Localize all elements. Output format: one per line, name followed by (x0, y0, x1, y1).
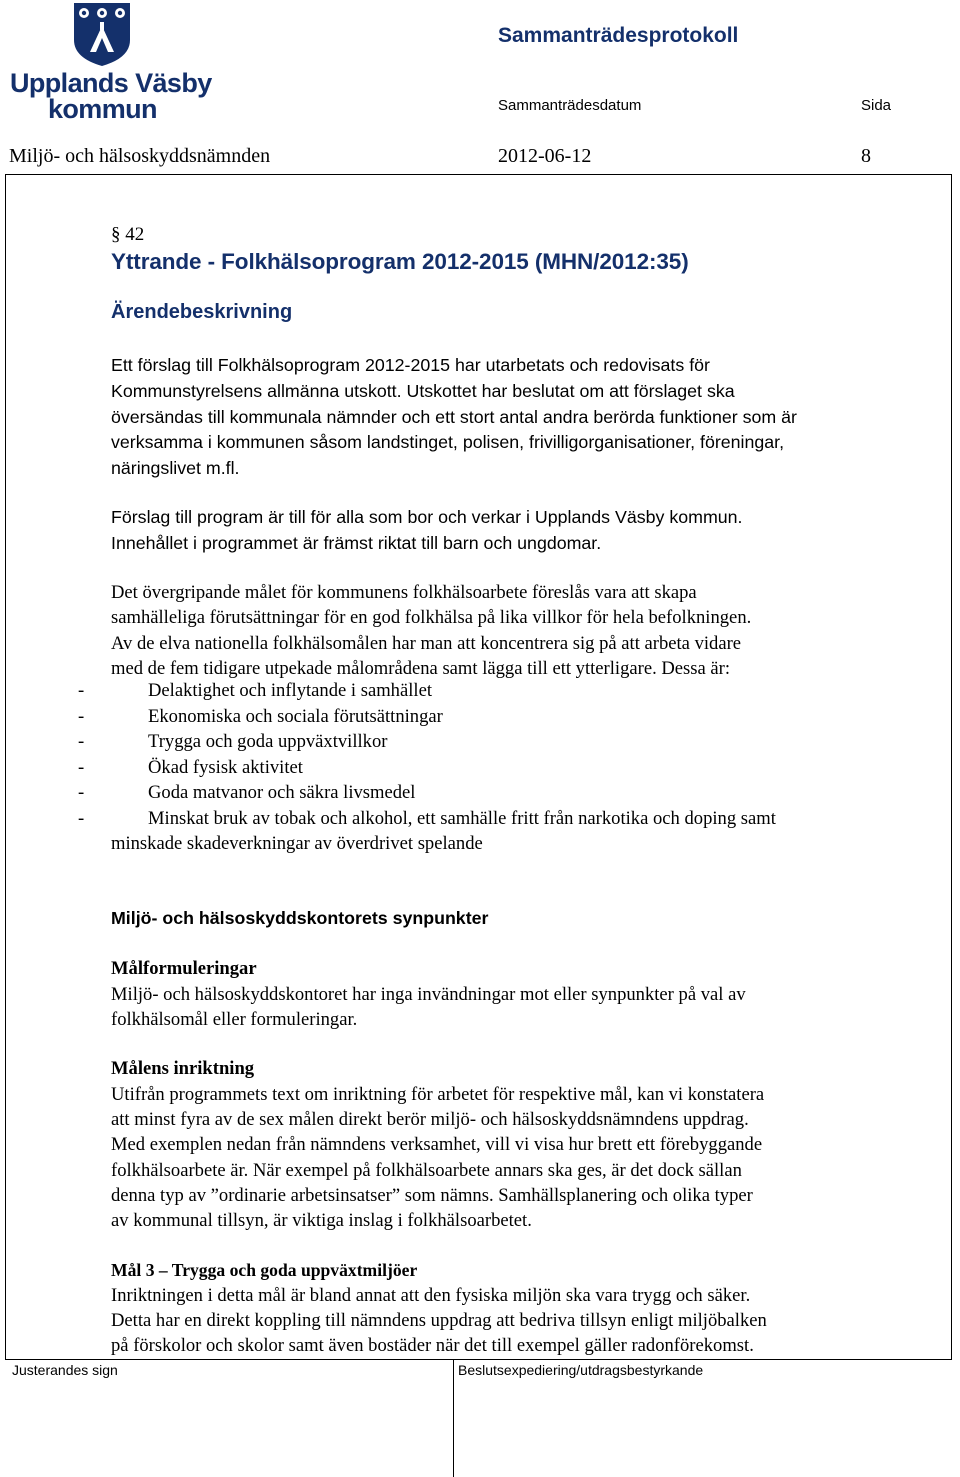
direction-paragraph (111, 1082, 911, 1233)
paragraph-line: med de fem tidigare utpekade målområdena samt lägga till ett ytterligare. Dessa är: (111, 658, 731, 680)
paragraph-line: Ett förslag till Folkhälsoprogram 2012-2015 har utarbetats och redovisats för (111, 355, 710, 375)
meeting-date-label: Sammanträdesdatum (498, 97, 642, 114)
paragraph-line: Förslag till program är till för alla som bor och verkar i Upplands Väsby kommun. (111, 507, 743, 527)
paragraph-line: näringslivet m.fl. (111, 458, 240, 479)
list-dash: - (78, 756, 85, 778)
paragraph-line: på förskolor och skolor samt även bostäder när det till exempel gäller radonförekomst. (111, 1335, 754, 1357)
list-item-continuation (0, 833, 960, 858)
paragraph-line: översändas till kommunala nämnder och ett stort antal andra berörda funktioner som är (111, 406, 797, 427)
list-dash: - (78, 680, 85, 701)
extract-certification-label: Beslutsexpediering/utdragsbestyrkande (458, 1362, 704, 1378)
goal3-paragraph (111, 1283, 911, 1359)
municipal-coat-of-arms-icon (8, 0, 212, 125)
paragraph-line: Innehållet i programmet är främst riktat till barn och ungdomar. (111, 532, 602, 553)
description-paragraph-2 (111, 505, 911, 557)
section-number: § 42 (111, 224, 145, 245)
footer-divider (5, 1359, 952, 1360)
paragraph-line: samhälleliga förutsättningar för en god folkhälsa på lika villkor för hela befolkningen. (111, 607, 752, 629)
list-item-text: Delaktighet och inflytande i samhället (148, 680, 432, 701)
paragraph-line: Det övergripande målet för kommunens folkhälsoarbete föreslås vara att skapa (111, 582, 697, 603)
paragraph-line: Miljö- och hälsoskyddskontoret har inga invändningar mot eller synpunkter på val av (111, 984, 746, 1005)
list-item (0, 757, 960, 782)
document-type: Sammanträdesprotokoll (498, 24, 739, 47)
description-paragraph-1 (111, 353, 911, 482)
list-item (0, 731, 960, 756)
list-item-text: Ökad fysisk aktivitet (148, 756, 303, 778)
paragraph-line: Med exemplen nedan från nämndens verksamhet, vill vi visa hur brett ett förebyggande (111, 1134, 763, 1156)
footer-column-divider (453, 1359, 454, 1477)
paragraph-line: Kommunstyrelsens allmänna utskott. Utskottet har beslutat om att förslaget ska (111, 380, 735, 401)
description-paragraph-3 (111, 580, 911, 682)
logo-name-line1: Upplands Väsby (10, 68, 212, 98)
list-item (0, 706, 960, 731)
paragraph-line: folkhälsomål eller formuleringar. (111, 1009, 358, 1031)
paragraph-line: Av de elva nationella folkhälsomålen har man att koncentrera sig på att arbeta vidare (111, 632, 742, 654)
list-dash: - (78, 731, 85, 752)
page-label: Sida (861, 97, 892, 114)
list-item-text: Minskat bruk av tobak och alkohol, ett samhälle fritt från narkotika och doping samt (148, 807, 776, 829)
list-dash: - (78, 705, 85, 727)
paragraph-line: av kommunal tillsyn, är viktiga inslag i folkhälsoarbetet. (111, 1210, 532, 1232)
paragraph-line: Utifrån programmets text om inriktning för arbetet för respektive mål, kan vi konstatera (111, 1084, 765, 1105)
municipality-logo (8, 0, 212, 125)
paragraph-line: Inriktningen i detta mål är bland annat att den fysiska miljön ska vara trygg och säker. (111, 1285, 751, 1306)
goals-paragraph (111, 982, 911, 1033)
signature-label: Justerandes sign (12, 1362, 118, 1378)
page-number: 8 (861, 145, 871, 167)
list-dash: - (78, 782, 85, 803)
list-item-text: Trygga och goda uppväxtvillkor (148, 731, 388, 752)
list-item (0, 680, 960, 705)
list-item (0, 782, 960, 807)
direction-heading: Målens inriktning (111, 1058, 255, 1079)
goals-heading: Målformuleringar (111, 958, 257, 979)
meeting-date: 2012-06-12 (498, 145, 592, 167)
goal3-heading: Mål 3 – Trygga och goda uppväxtmiljöer (111, 1260, 418, 1280)
list-dash: - (78, 807, 85, 829)
list-item-text: minskade skadeverkningar av överdrivet spelande (111, 833, 483, 854)
logo-name-line2: kommun (48, 94, 157, 124)
paragraph-line: Detta har en direkt koppling till nämndens uppdrag att bedriva tillsyn enligt miljöbalken (111, 1310, 767, 1332)
paragraph-line: att minst fyra av de sex målen direkt berör miljö- och hälsoskyddsnämndens uppdrag. (111, 1109, 749, 1131)
office-views-heading: Miljö- och hälsoskyddskontorets synpunkter (111, 908, 489, 928)
list-item (0, 808, 960, 833)
paragraph-line: folkhälsoarbete är. När exempel på folkhälsoarbete annars ska ges, är det dock sällan (111, 1159, 742, 1181)
description-heading: Ärendebeskrivning (111, 301, 293, 323)
section-title: Yttrande - Folkhälsoprogram 2012-2015 (MHN/2012:35) (111, 249, 689, 274)
header-divider (5, 174, 952, 175)
list-item-text: Ekonomiska och sociala förutsättningar (148, 705, 443, 727)
paragraph-line: verksamma i kommunen såsom landstinget, polisen, frivilligorganisationer, föreningar, (111, 432, 785, 453)
paragraph-line: denna typ av ”ordinarie arbetsinsatser” som nämns. Samhällsplanering och olika typer (111, 1184, 753, 1206)
committee-name: Miljö- och hälsoskyddsnämnden (9, 145, 271, 167)
list-item-text: Goda matvanor och säkra livsmedel (148, 782, 416, 803)
